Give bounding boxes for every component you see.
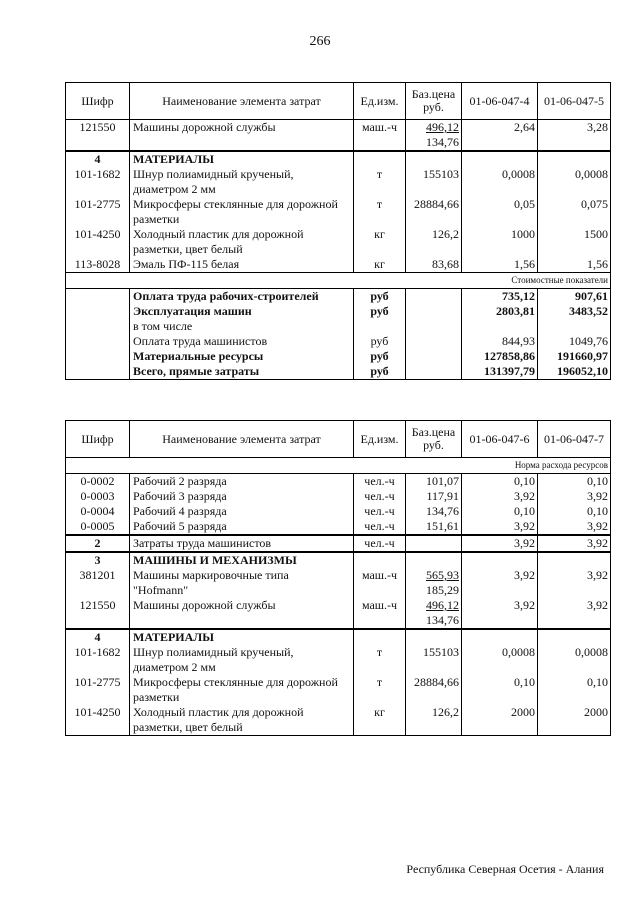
total-row	[66, 289, 611, 305]
table-cell: 496,12 134,76	[406, 120, 462, 152]
table-cell: руб	[354, 349, 406, 364]
header-col5: 01-06-047-4	[462, 83, 538, 120]
total-row	[66, 334, 611, 349]
table-cell: 4	[66, 151, 130, 167]
table-cell: т	[354, 645, 406, 675]
table-cell: 113-8028	[66, 257, 130, 273]
table-cell: 3,28	[538, 120, 611, 152]
table-cell: 2,64	[462, 120, 538, 152]
table-cell: Рабочий 2 разряда	[130, 474, 354, 490]
table-cell: 1,56	[462, 257, 538, 273]
table-cell: т	[354, 675, 406, 705]
table-cell: 0,10	[538, 474, 611, 490]
table-row	[66, 474, 611, 490]
table-cell: 735,12	[462, 289, 538, 305]
table-cell: руб	[354, 364, 406, 380]
table-cell: 134,76	[406, 504, 462, 519]
table-row	[66, 675, 611, 705]
table-cell: 2803,81	[462, 304, 538, 319]
table-cell	[538, 319, 611, 334]
table-cell	[66, 364, 130, 380]
table-cell: чел.-ч	[354, 519, 406, 535]
table-cell: 0,0008	[462, 167, 538, 197]
table-cell: 0,10	[462, 504, 538, 519]
table-cell: 121550	[66, 120, 130, 152]
header-shifr: Шифр	[66, 83, 130, 120]
table-cell: Оплата труда рабочих-строителей	[130, 289, 354, 305]
table-cell: 3,92	[462, 568, 538, 598]
table-cell: Оплата труда машинистов	[130, 334, 354, 349]
table-cell: 101-2775	[66, 675, 130, 705]
table-cell: Микросферы стеклянные для дорожной разметки	[130, 675, 354, 705]
table-cell	[406, 629, 462, 645]
table-cell: Рабочий 5 разряда	[130, 519, 354, 535]
table-cell	[66, 289, 130, 305]
table-cell: 117,91	[406, 489, 462, 504]
table-cell	[66, 304, 130, 319]
table-cell	[538, 552, 611, 568]
total-row	[66, 349, 611, 364]
table-cell: 126,2	[406, 227, 462, 257]
total-row	[66, 319, 611, 334]
table-cell: 0-0003	[66, 489, 130, 504]
header-name: Наименование элемента затрат	[130, 83, 354, 120]
table-cell: т	[354, 197, 406, 227]
table-cell: Норма расхода ресурсов	[66, 458, 611, 474]
table-cell	[66, 349, 130, 364]
table-row	[66, 489, 611, 504]
table-cell: Холодный пластик для дорожной разметки, цвет белый	[130, 705, 354, 736]
table-cell: 0-0002	[66, 474, 130, 490]
header-price: Баз.цена руб.	[406, 421, 462, 458]
table-cell	[538, 151, 611, 167]
table-cell	[406, 334, 462, 349]
table-cell: 3,92	[462, 598, 538, 629]
table-cell: 28884,66	[406, 197, 462, 227]
header-col5: 01-06-047-6	[462, 421, 538, 458]
table-cell: чел.-ч	[354, 504, 406, 519]
table-cell: маш.-ч	[354, 120, 406, 152]
table-cell	[66, 319, 130, 334]
table-cell: 4	[66, 629, 130, 645]
table-cell: 127858,86	[462, 349, 538, 364]
table-cell	[462, 319, 538, 334]
table-row	[66, 705, 611, 736]
table-cell	[406, 319, 462, 334]
cost-table-2	[65, 420, 611, 736]
table-cell: 0,075	[538, 197, 611, 227]
table-cell: 565,93 185,29	[406, 568, 462, 598]
table-cell: 0,0008	[538, 167, 611, 197]
table-cell: чел.-ч	[354, 489, 406, 504]
table-cell: Рабочий 4 разряда	[130, 504, 354, 519]
table-cell	[462, 151, 538, 167]
table-cell: в том числе	[130, 319, 354, 334]
table-cell: МАТЕРИАЛЫ	[130, 629, 354, 645]
table-cell	[406, 364, 462, 380]
header-unit: Ед.изм.	[354, 421, 406, 458]
table-cell: т	[354, 167, 406, 197]
table-cell: Затраты труда машинистов	[130, 535, 354, 552]
total-row	[66, 304, 611, 319]
table-cell: Материальные ресурсы	[130, 349, 354, 364]
table-cell: Шнур полиамидный крученый, диаметром 2 мм	[130, 167, 354, 197]
table-cell: МАТЕРИАЛЫ	[130, 151, 354, 167]
table-cell	[66, 334, 130, 349]
table-header	[66, 83, 611, 120]
header-col6: 01-06-047-7	[538, 421, 611, 458]
table-cell: 3	[66, 552, 130, 568]
table-cell: 3,92	[462, 519, 538, 535]
table-cell: 155103	[406, 645, 462, 675]
total-row	[66, 364, 611, 380]
table-cell: 28884,66	[406, 675, 462, 705]
table-cell: 2000	[538, 705, 611, 736]
cost-table-1	[65, 82, 611, 380]
table-cell: 151,61	[406, 519, 462, 535]
table-cell	[406, 151, 462, 167]
table-cell: 1049,76	[538, 334, 611, 349]
table-cell: кг	[354, 227, 406, 257]
table-row	[66, 257, 611, 273]
table-cell: 0,0008	[462, 645, 538, 675]
table-cell: 196052,10	[538, 364, 611, 380]
table-row	[66, 568, 611, 598]
table-cell: 0,10	[462, 675, 538, 705]
table-cell: 844,93	[462, 334, 538, 349]
table-cell	[406, 289, 462, 305]
table-cell: 381201	[66, 568, 130, 598]
table-cell: Машины дорожной службы	[130, 598, 354, 629]
table-cell: 2	[66, 535, 130, 552]
table-cell: 101-1682	[66, 645, 130, 675]
table-cell: руб	[354, 334, 406, 349]
table-cell	[354, 151, 406, 167]
page-number: 266	[309, 34, 331, 49]
table-cell: маш.-ч	[354, 568, 406, 598]
table-cell: 155103	[406, 167, 462, 197]
header-unit: Ед.изм.	[354, 83, 406, 120]
header-name: Наименование элемента затрат	[130, 421, 354, 458]
table-cell: 101-4250	[66, 227, 130, 257]
table-cell	[462, 629, 538, 645]
table-cell: Машины маркировочные типа "Hofmann"	[130, 568, 354, 598]
header-col6: 01-06-047-5	[538, 83, 611, 120]
table-row	[66, 504, 611, 519]
table-cell: 126,2	[406, 705, 462, 736]
table-cell: 0,05	[462, 197, 538, 227]
table-row	[66, 519, 611, 535]
section-header-machinist-labor	[66, 535, 611, 552]
table-cell: Машины дорожной службы	[130, 120, 354, 152]
table-cell: 0,10	[462, 474, 538, 490]
table-cell: руб	[354, 304, 406, 319]
table-cell: 3,92	[538, 489, 611, 504]
section-header-machines	[66, 552, 611, 568]
table-cell	[354, 629, 406, 645]
table-cell	[406, 535, 462, 552]
table-cell: 131397,79	[462, 364, 538, 380]
table-row	[66, 167, 611, 197]
table-cell: маш.-ч	[354, 598, 406, 629]
table-cell: 3,92	[538, 535, 611, 552]
table-cell: 496,12 134,76	[406, 598, 462, 629]
table-cell	[354, 319, 406, 334]
table-cell: кг	[354, 705, 406, 736]
table-cell: кг	[354, 257, 406, 273]
table-cell: 1000	[462, 227, 538, 257]
table-cell: Эксплуатация машин	[130, 304, 354, 319]
table-header	[66, 421, 611, 458]
table-cell: Микросферы стеклянные для дорожной разметки	[130, 197, 354, 227]
table-cell: 0,0008	[538, 645, 611, 675]
table-cell: 101-2775	[66, 197, 130, 227]
table-cell: 0-0004	[66, 504, 130, 519]
table-cell: 1,56	[538, 257, 611, 273]
table-cell: 101-4250	[66, 705, 130, 736]
table-cell: 3,92	[538, 519, 611, 535]
table-cell: 2000	[462, 705, 538, 736]
table-cell: 0-0005	[66, 519, 130, 535]
table-cell: 3,92	[538, 598, 611, 629]
table-cell: руб	[354, 289, 406, 305]
table-row	[66, 120, 611, 152]
table-cell: Шнур полиамидный крученый, диаметром 2 мм	[130, 645, 354, 675]
table-cell: 3,92	[462, 489, 538, 504]
header-price: Баз.цена руб.	[406, 83, 462, 120]
section-header-materials	[66, 151, 611, 167]
table-cell	[462, 552, 538, 568]
subnote-resource-norm	[66, 458, 611, 474]
header-shifr: Шифр	[66, 421, 130, 458]
table-row	[66, 645, 611, 675]
table-cell: Всего, прямые затраты	[130, 364, 354, 380]
table-cell	[406, 552, 462, 568]
table-cell: 1500	[538, 227, 611, 257]
table-cell: 0,10	[538, 675, 611, 705]
table-cell: чел.-ч	[354, 474, 406, 490]
table-cell: 907,61	[538, 289, 611, 305]
table-row	[66, 197, 611, 227]
table-cell	[354, 552, 406, 568]
table-cell: Холодный пластик для дорожной разметки, цвет белый	[130, 227, 354, 257]
table-cell: 121550	[66, 598, 130, 629]
section-header-materials	[66, 629, 611, 645]
table-cell	[538, 629, 611, 645]
table-cell: 191660,97	[538, 349, 611, 364]
table-cell: 3,92	[538, 568, 611, 598]
footer-region: Республика Северная Осетия - Алания	[406, 862, 604, 876]
table-cell: 83,68	[406, 257, 462, 273]
table-cell	[406, 349, 462, 364]
subnote-cost-indicators	[66, 273, 611, 289]
table-cell: 3483,52	[538, 304, 611, 319]
table-cell: МАШИНЫ И МЕХАНИЗМЫ	[130, 552, 354, 568]
table-cell: Рабочий 3 разряда	[130, 489, 354, 504]
table-cell	[406, 304, 462, 319]
table-cell: 101-1682	[66, 167, 130, 197]
table-cell: Стоимостные показатели	[66, 273, 611, 289]
table-cell: 3,92	[462, 535, 538, 552]
table-row	[66, 598, 611, 629]
table-cell: 0,10	[538, 504, 611, 519]
table-row	[66, 227, 611, 257]
table-cell: Эмаль ПФ-115 белая	[130, 257, 354, 273]
table-cell: чел.-ч	[354, 535, 406, 552]
table-cell: 101,07	[406, 474, 462, 490]
